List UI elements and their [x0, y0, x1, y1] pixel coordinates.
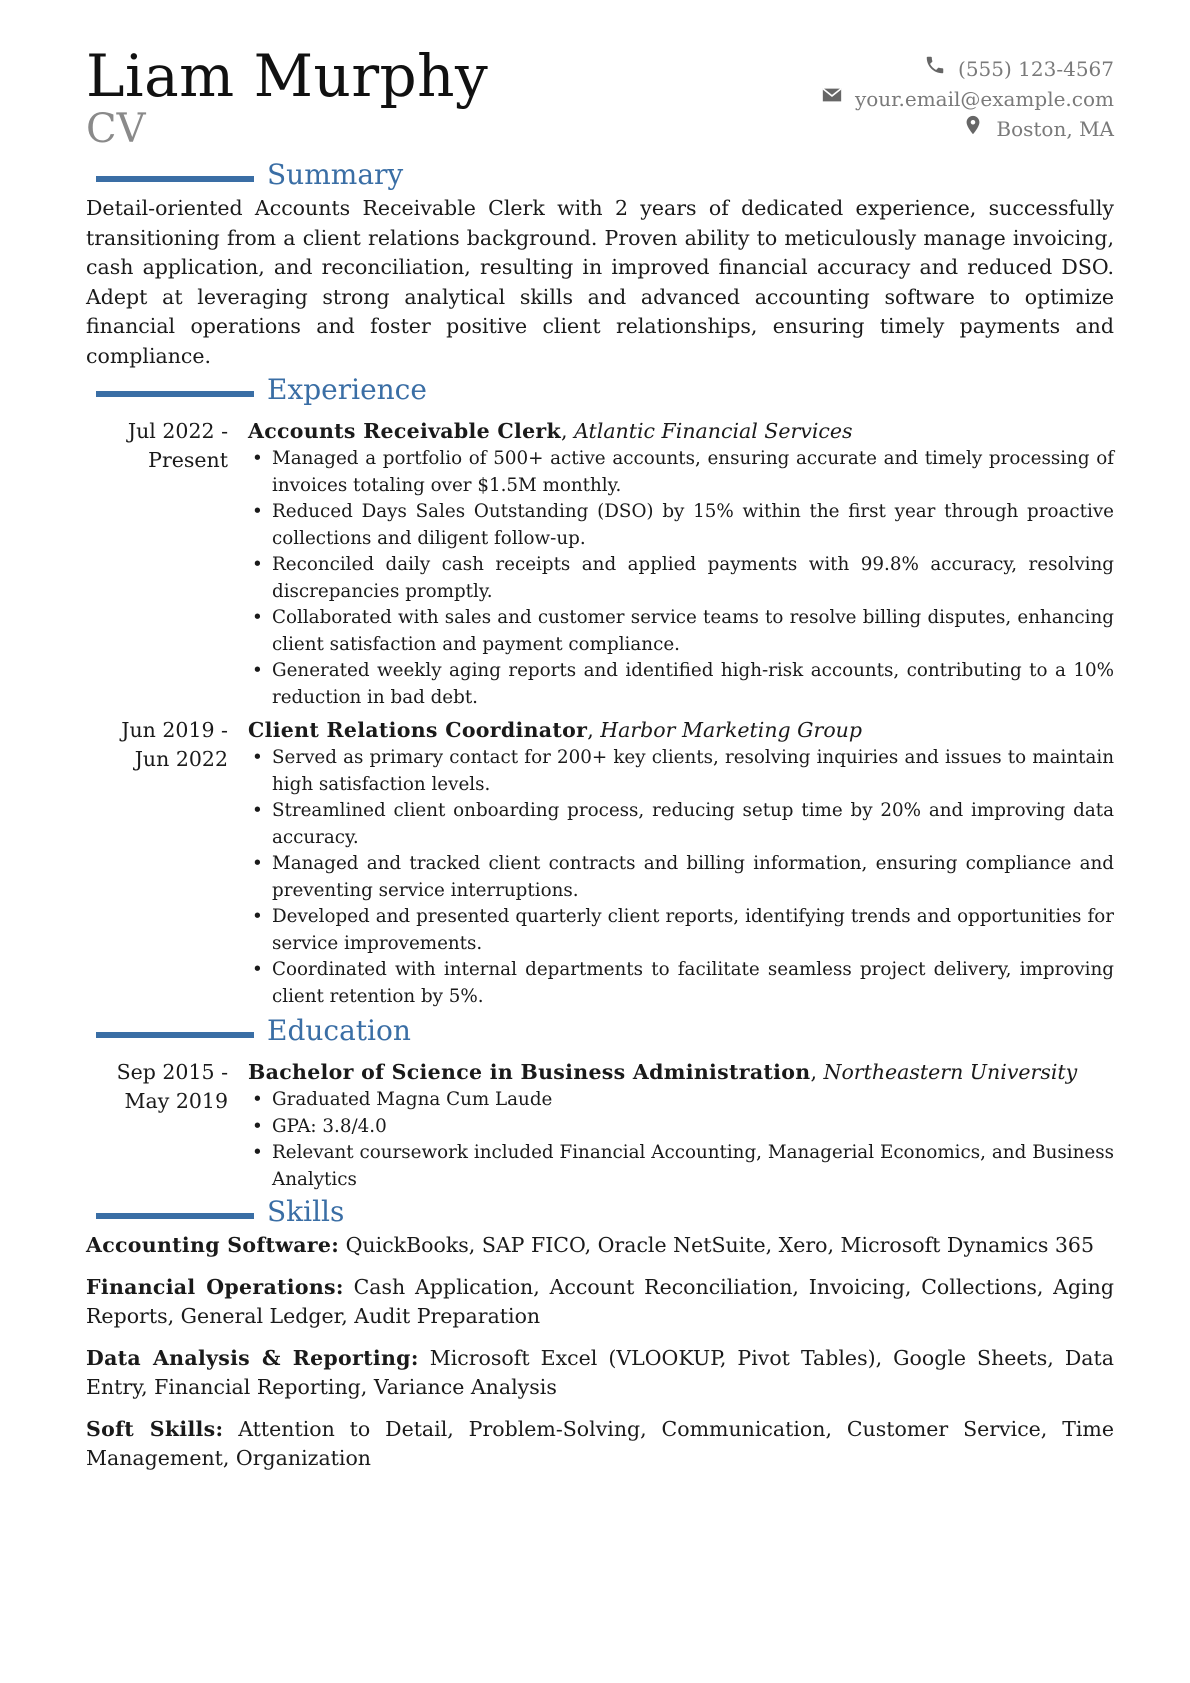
list-item: • GPA: 3.8/4.0	[248, 1114, 1114, 1141]
list-item: • Managed and tracked client contracts and billing information, ensuring compliance and preventing service interruptions.	[248, 851, 1114, 904]
skill-value: Cash Application, Account Reconciliation, Invoicing, Collections, Aging Reports, General Ledger, Audit Preparation	[86, 1274, 1114, 1328]
entry-body	[248, 1058, 1114, 1193]
entry-heading: Client Relations Coordinator, Harbor Marketing Group	[248, 718, 863, 742]
entry-date: Sep 2015 - May 2019	[116, 1060, 228, 1113]
section-title-education: Education	[267, 1014, 411, 1047]
skill-value: Attention to Detail, Problem-Solving, Communication, Customer Service, Time Management, Organization	[86, 1416, 1114, 1470]
skills-section-header	[86, 1197, 1114, 1231]
contact-location	[821, 114, 1114, 144]
skill-row	[86, 1273, 1114, 1332]
bullet-list	[248, 1087, 1114, 1193]
skill-row	[86, 1415, 1114, 1474]
bullet-list	[248, 446, 1114, 711]
list-item: • Reconciled daily cash receipts and applied payments with 99.8% accuracy, resolving discrepancies promptly.	[248, 552, 1114, 605]
section-accent-bar	[96, 1213, 254, 1219]
list-item: • Served as primary contact for 200+ key clients, resolving inquiries and issues to maintain high satisfaction levels.	[248, 745, 1114, 798]
section-accent-bar	[96, 176, 254, 182]
contact-info	[821, 54, 1114, 144]
skill-label: Financial Operations:	[86, 1274, 344, 1299]
list-item: • Coordinated with internal departments to facilitate seamless project delivery, improving client retention by 5%.	[248, 957, 1114, 1010]
skill-value: QuickBooks, SAP FICO, Oracle NetSuite, Xero, Microsoft Dynamics 365	[345, 1233, 1095, 1257]
section-title-experience: Experience	[267, 373, 427, 406]
list-item: • Relevant coursework included Financial Accounting, Managerial Economics, and Business Analytics	[248, 1140, 1114, 1193]
skill-row	[86, 1344, 1114, 1403]
education-section-header	[86, 1016, 1114, 1050]
skill-row	[86, 1231, 1114, 1261]
entry-body	[248, 417, 1114, 711]
entry-date: Jul 2022 - Present	[127, 419, 228, 472]
list-item: • Streamlined client onboarding process, reducing setup time by 20% and improving data accuracy.	[248, 798, 1114, 851]
summary-section-header	[86, 160, 1114, 194]
list-item: • Collaborated with sales and customer service teams to resolve billing disputes, enhancing client satisfaction and payment compliance.	[248, 605, 1114, 658]
skill-label: Soft Skills:	[86, 1416, 224, 1441]
location-text: Boston, MA	[996, 117, 1114, 141]
list-item: • Developed and presented quarterly client reports, identifying trends and opportunities for service improvements.	[248, 904, 1114, 957]
list-item: • Reduced Days Sales Outstanding (DSO) by 15% within the first year through proactive collections and diligent follow-up.	[248, 499, 1114, 552]
job-title: Accounts Receivable Clerk	[248, 419, 562, 443]
experience-section-header	[86, 375, 1114, 409]
skill-label: Accounting Software:	[86, 1233, 340, 1257]
contact-phone	[821, 54, 1114, 84]
institution: Northeastern University	[823, 1060, 1078, 1084]
entry-body	[248, 716, 1114, 1010]
section-title-summary: Summary	[267, 158, 404, 191]
entry-heading: Bachelor of Science in Business Administration, Northeastern University	[248, 1060, 1078, 1084]
list-item: • Managed a portfolio of 500+ active accounts, ensuring accurate and timely processing of invoices totaling over $1.5M monthly.	[248, 446, 1114, 499]
organization: Atlantic Financial Services	[574, 419, 853, 443]
email-address[interactable]: your.email@example.com	[854, 87, 1114, 111]
job-title: Client Relations Coordinator	[248, 718, 588, 742]
phone-number[interactable]: (555) 123-4567	[958, 57, 1114, 81]
list-item: • Graduated Magna Cum Laude	[248, 1087, 1114, 1114]
skill-value: Microsoft Excel (VLOOKUP, Pivot Tables), Google Sheets, Data Entry, Financial Reporting, Variance Analysis	[86, 1345, 1114, 1399]
contact-email	[821, 84, 1114, 114]
phone-icon	[924, 54, 946, 84]
bullet-list	[248, 745, 1114, 1010]
cv-header	[86, 44, 1114, 160]
envelope-icon	[821, 84, 843, 114]
list-item: • Generated weekly aging reports and identified high-risk accounts, contributing to a 10% reduction in bad debt.	[248, 658, 1114, 711]
summary-text: Detail-oriented Accounts Receivable Clerk with 2 years of dedicated experience, successfully transitioning from a client relations background. Proven ability to meticulously manage invoicing, cash application, and reconciliation, resulting in improved financial accuracy and reduced DSO. Adept at leveraging strong analytical skills and advanced accounting software to optimize financial operations and foster positive client relationships, ensuring timely payments and compliance.	[86, 196, 1114, 368]
document-subtitle: CV	[86, 106, 146, 152]
section-accent-bar	[96, 391, 254, 397]
map-pin-icon	[962, 114, 984, 144]
section-accent-bar	[96, 1032, 254, 1038]
skill-label: Data Analysis & Reporting:	[86, 1345, 419, 1370]
entry-heading: Accounts Receivable Clerk, Atlantic Financial Services	[248, 419, 853, 443]
entry-date: Jun 2019 - Jun 2022	[121, 718, 228, 771]
cv-page	[86, 44, 1114, 1486]
experience-entry	[86, 716, 1114, 1010]
organization: Harbor Marketing Group	[600, 718, 863, 742]
experience-entry	[86, 417, 1114, 711]
candidate-name: Liam Murphy	[86, 42, 489, 110]
section-title-skills: Skills	[267, 1195, 345, 1228]
degree-title: Bachelor of Science in Business Administration	[248, 1060, 811, 1084]
education-entry	[86, 1058, 1114, 1193]
